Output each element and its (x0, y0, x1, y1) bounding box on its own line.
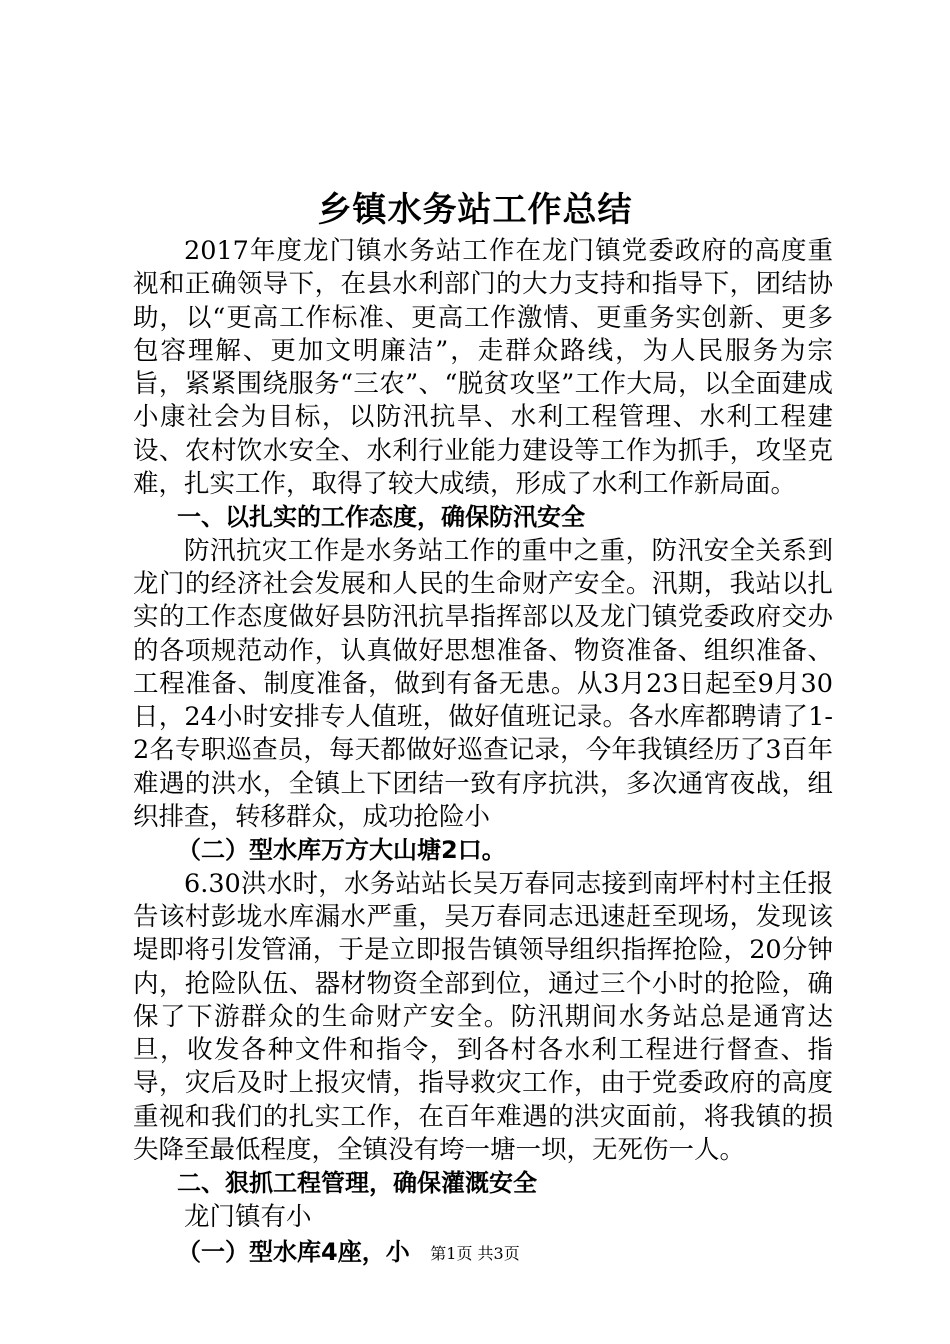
section-heading-irrigation-safety: 二、狠抓工程管理，确保灌溉安全 (177, 1169, 537, 1198)
reservoir-intro-paragraph: 龙门镇有小 (184, 1201, 312, 1232)
flood-control-paragraph: 防汛抗灾工作是水务站工作的重中之重，防汛安全关系到龙门的经济社会发展和人民的生命财产安全。汛期，我站以扎实的工作态度做好县防汛抗旱指挥部以及龙门镇党委政府交办的各项规范动作，认真做好思想准备、物资准备、组织准备、工程准备、制度准备，做到有备无患。从3月23日起至9月30日，24小时安排专人值班，做好值班记录。各水库都聘请了1-2名专职巡查员，每天都做好巡查记录，今年我镇经历了3百年难遇的洪水，全镇上下团结一致有序抗洪，多次通宵夜战，组织排查，转移群众，成功抢险小 (133, 535, 833, 833)
document-body (133, 235, 833, 1270)
section-heading-flood-safety: 一、以扎实的工作态度，确保防汛安全 (177, 503, 585, 532)
document-title: 乡镇水务站工作总结 (317, 190, 633, 230)
subheading-reservoir-count: （一）型水库4座，小 (177, 1237, 410, 1266)
intro-paragraph: 2017年度龙门镇水务站工作在龙门镇党委政府的高度重视和正确领导下，在县水利部门的大力支持和指导下，团结协助，以“更高工作标准、更高工作激情、更重务实创新、更多包容理解、更加文明廉洁”，走群众路线，为人民服务为宗旨，紧紧围绕服务“三农”、“脱贫攻坚”工作大局，以全面建成小康社会为目标，以防汛抗旱、水利工程管理、水利工程建设、农村饮水安全、水利行业能力建设等工作为抓手，攻坚克难，扎实工作，取得了较大成绩，形成了水利工作新局面。 (133, 236, 833, 500)
page-number-footer: 第1页 共3页 (430, 1244, 520, 1263)
flood-rescue-paragraph: 6.30洪水时，水务站站长吴万春同志接到南坪村村主任报告该村彭垅水库漏水严重，吴万春同志迅速赶至现场，发现该堤即将引发管涌，于是立即报告镇领导组织指挥抢险，20分钟内，抢险队伍、器材物资全部到位，通过三个小时的抢险，确保了下游群众的生命财产安全。防汛期间水务站总是通宵达旦，收发各种文件和指令，到各村各水利工程进行督查、指导，灾后及时上报灾情，指导救灾工作，由于党委政府的高度重视和我们的扎实工作，在百年难遇的洪灾面前，将我镇的损失降至最低程度，全镇没有垮一塘一坝，无死伤一人。 (133, 868, 833, 1166)
subheading-reservoir-ponds: （二）型水库万方大山塘2口。 (177, 836, 506, 865)
